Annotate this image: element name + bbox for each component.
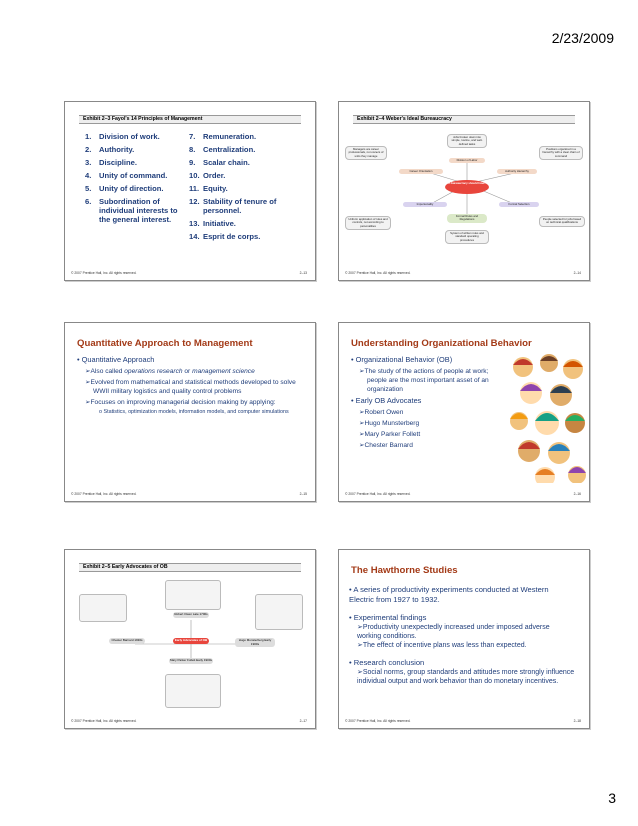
advocate-follett: Mary Parker Follett Early 1900s	[170, 658, 213, 662]
bullet-level2: ➢ Social norms, group standards and attitudes more strongly influence individual output and work behavior than do monetary incentives.	[349, 668, 575, 686]
principle-item: 12. Stability of tenure of personnel.	[189, 197, 277, 215]
slide-title: Understanding Organizational Behavior	[351, 338, 532, 349]
formal-selection: Formal Selection	[499, 202, 539, 207]
bullet-level2: ➢ Focuses on improving managerial decision making by applying:	[85, 398, 305, 407]
slide-fayol-principles[interactable]	[64, 101, 316, 281]
bullet-level2: ➢ Evolved from mathematical and statistical methods developed to solve WWII military logistics and quality control problems	[85, 378, 305, 396]
bullet-level1: • A series of productivity experiments conducted at Western Electric from 1927 to 1932.	[349, 585, 575, 605]
page-number: 3	[608, 790, 616, 806]
slide-bullets	[351, 355, 505, 452]
principle-item: 9. Scalar chain.	[189, 158, 250, 167]
bullet-level1: • Organizational Behavior (OB)	[351, 355, 505, 364]
slide-code: 2–14	[573, 271, 581, 275]
slide-bullets	[77, 355, 305, 416]
follett-notes	[165, 674, 221, 708]
principle-item: 4. Unity of command.	[85, 171, 168, 180]
slide-code: 2–15	[299, 492, 307, 496]
formal-rules: Formal Rules and Regulations	[447, 214, 487, 223]
slide-copyright: © 2007 Prentice Hall, Inc. All rights reserved.	[71, 492, 137, 496]
slide-title: The Hawthorne Studies	[351, 565, 458, 576]
division-of-labor: Division of Labor	[449, 158, 485, 163]
principle-item: 8. Centralization.	[189, 145, 256, 154]
bullet-level2: ➢ Also called operations research or management science	[85, 367, 305, 376]
slide-copyright: © 2007 Prentice Hall, Inc. All rights reserved.	[71, 719, 137, 723]
bullet-level1: • Quantitative Approach	[77, 355, 305, 364]
slide-code: 2–13	[299, 271, 307, 275]
principle-item: 11. Equity.	[189, 184, 228, 193]
slide-code: 2–16	[573, 492, 581, 496]
principle-item: 13. Initiative.	[189, 219, 236, 228]
slide-weber-bureaucracy[interactable]	[338, 101, 590, 281]
page-date: 2/23/2009	[551, 30, 614, 46]
exhibit-title: Exhibit 2–4 Weber's Ideal Bureaucracy	[353, 115, 575, 124]
advocate-item: ➢ Robert Owen	[359, 408, 505, 417]
slide-early-advocates[interactable]	[64, 549, 316, 729]
advocate-owen: Robert Owen Late 1700s	[174, 612, 208, 616]
slide-copyright: © 2007 Prentice Hall, Inc. All rights reserved.	[345, 492, 411, 496]
division-note: Jobs broken down into simple, routine, and well-defined tasks	[447, 134, 487, 148]
principle-item: 3. Discipline.	[85, 158, 137, 167]
slide-organizational-behavior[interactable]	[338, 322, 590, 502]
bullet-level2: ➢ The study of the actions of people at work; people are the most important asset of an organization	[359, 367, 505, 394]
slide-title: Quantitative Approach to Management	[77, 338, 253, 349]
principle-item: 6. Subordination of individual interests to the general interest.	[85, 197, 178, 224]
slide-quantitative-approach[interactable]	[64, 322, 316, 502]
slide-code: 2–17	[299, 719, 307, 723]
career-note: Managers are career professionals, not owners of units they manage	[345, 146, 387, 160]
principle-item: 10. Order.	[189, 171, 226, 180]
bullet-level3: o Statistics, optimization models, information models, and computer simulations	[99, 409, 305, 416]
early-advocates-core: Early Advocates of OB	[174, 638, 208, 642]
impersonality-note: Uniform application of rules and controls, not according to personalities	[345, 216, 391, 230]
selection-note: People selected for jobs based on technical qualifications	[539, 216, 585, 227]
bullet-level2: ➢ The effect of incentive plans was less than expected.	[349, 641, 575, 650]
principle-item: 2. Authority.	[85, 145, 135, 154]
advocate-barnard: Chester Barnard 1930s	[109, 638, 145, 644]
impersonality: Impersonality	[403, 202, 447, 207]
advocate-item: ➢ Chester Barnard	[359, 441, 505, 450]
exhibit-title: Exhibit 2–3 Fayol's 14 Principles of Management	[79, 115, 301, 124]
principle-item: 1. Division of work.	[85, 132, 160, 141]
principle-item: 5. Unity of direction.	[85, 184, 164, 193]
barnard-notes	[79, 594, 127, 622]
rules-note: System of written rules and standard operating procedures	[445, 230, 489, 244]
principle-item: 14. Esprit de corps.	[189, 232, 261, 241]
authority-hierarchy: Authority Hierarchy	[497, 169, 537, 174]
advocate-item: ➢ Hugo Munsterberg	[359, 419, 505, 428]
advocate-item: ➢ Mary Parker Follett	[359, 430, 505, 439]
owen-notes	[165, 580, 221, 610]
bullet-level2: ➢ Productivity unexpectedly increased under imposed adverse working conditions.	[349, 623, 575, 641]
slide-copyright: © 2007 Prentice Hall, Inc. All rights reserved.	[345, 719, 411, 723]
principles-list-left	[85, 132, 185, 228]
crowd-illustration	[509, 353, 587, 483]
bullet-level1: • Early OB Advocates	[351, 396, 505, 405]
principle-item: 7. Remuneration.	[189, 132, 257, 141]
bureaucracy-center: A bureaucracy should have:	[445, 180, 489, 194]
principles-list-right	[189, 132, 299, 245]
advocate-munsterberg: Hugo Munsterberg Early 1900s	[235, 638, 275, 647]
slide-hawthorne-studies[interactable]	[338, 549, 590, 729]
bullet-level1: • Research conclusion	[349, 658, 575, 668]
slide-bullets	[349, 585, 575, 686]
bullet-level1: • Experimental findings	[349, 613, 575, 623]
exhibit-title: Exhibit 2–5 Early Advocates of OB	[79, 563, 301, 572]
career-orientation: Career Orientation	[399, 169, 443, 174]
slide-copyright: © 2007 Prentice Hall, Inc. All rights reserved.	[345, 271, 411, 275]
slide-copyright: © 2007 Prentice Hall, Inc. All rights reserved.	[71, 271, 137, 275]
munsterberg-notes	[255, 594, 303, 630]
slide-code: 2–18	[573, 719, 581, 723]
hierarchy-note: Positions organized in a hierarchy with a clear chain of command	[539, 146, 583, 160]
